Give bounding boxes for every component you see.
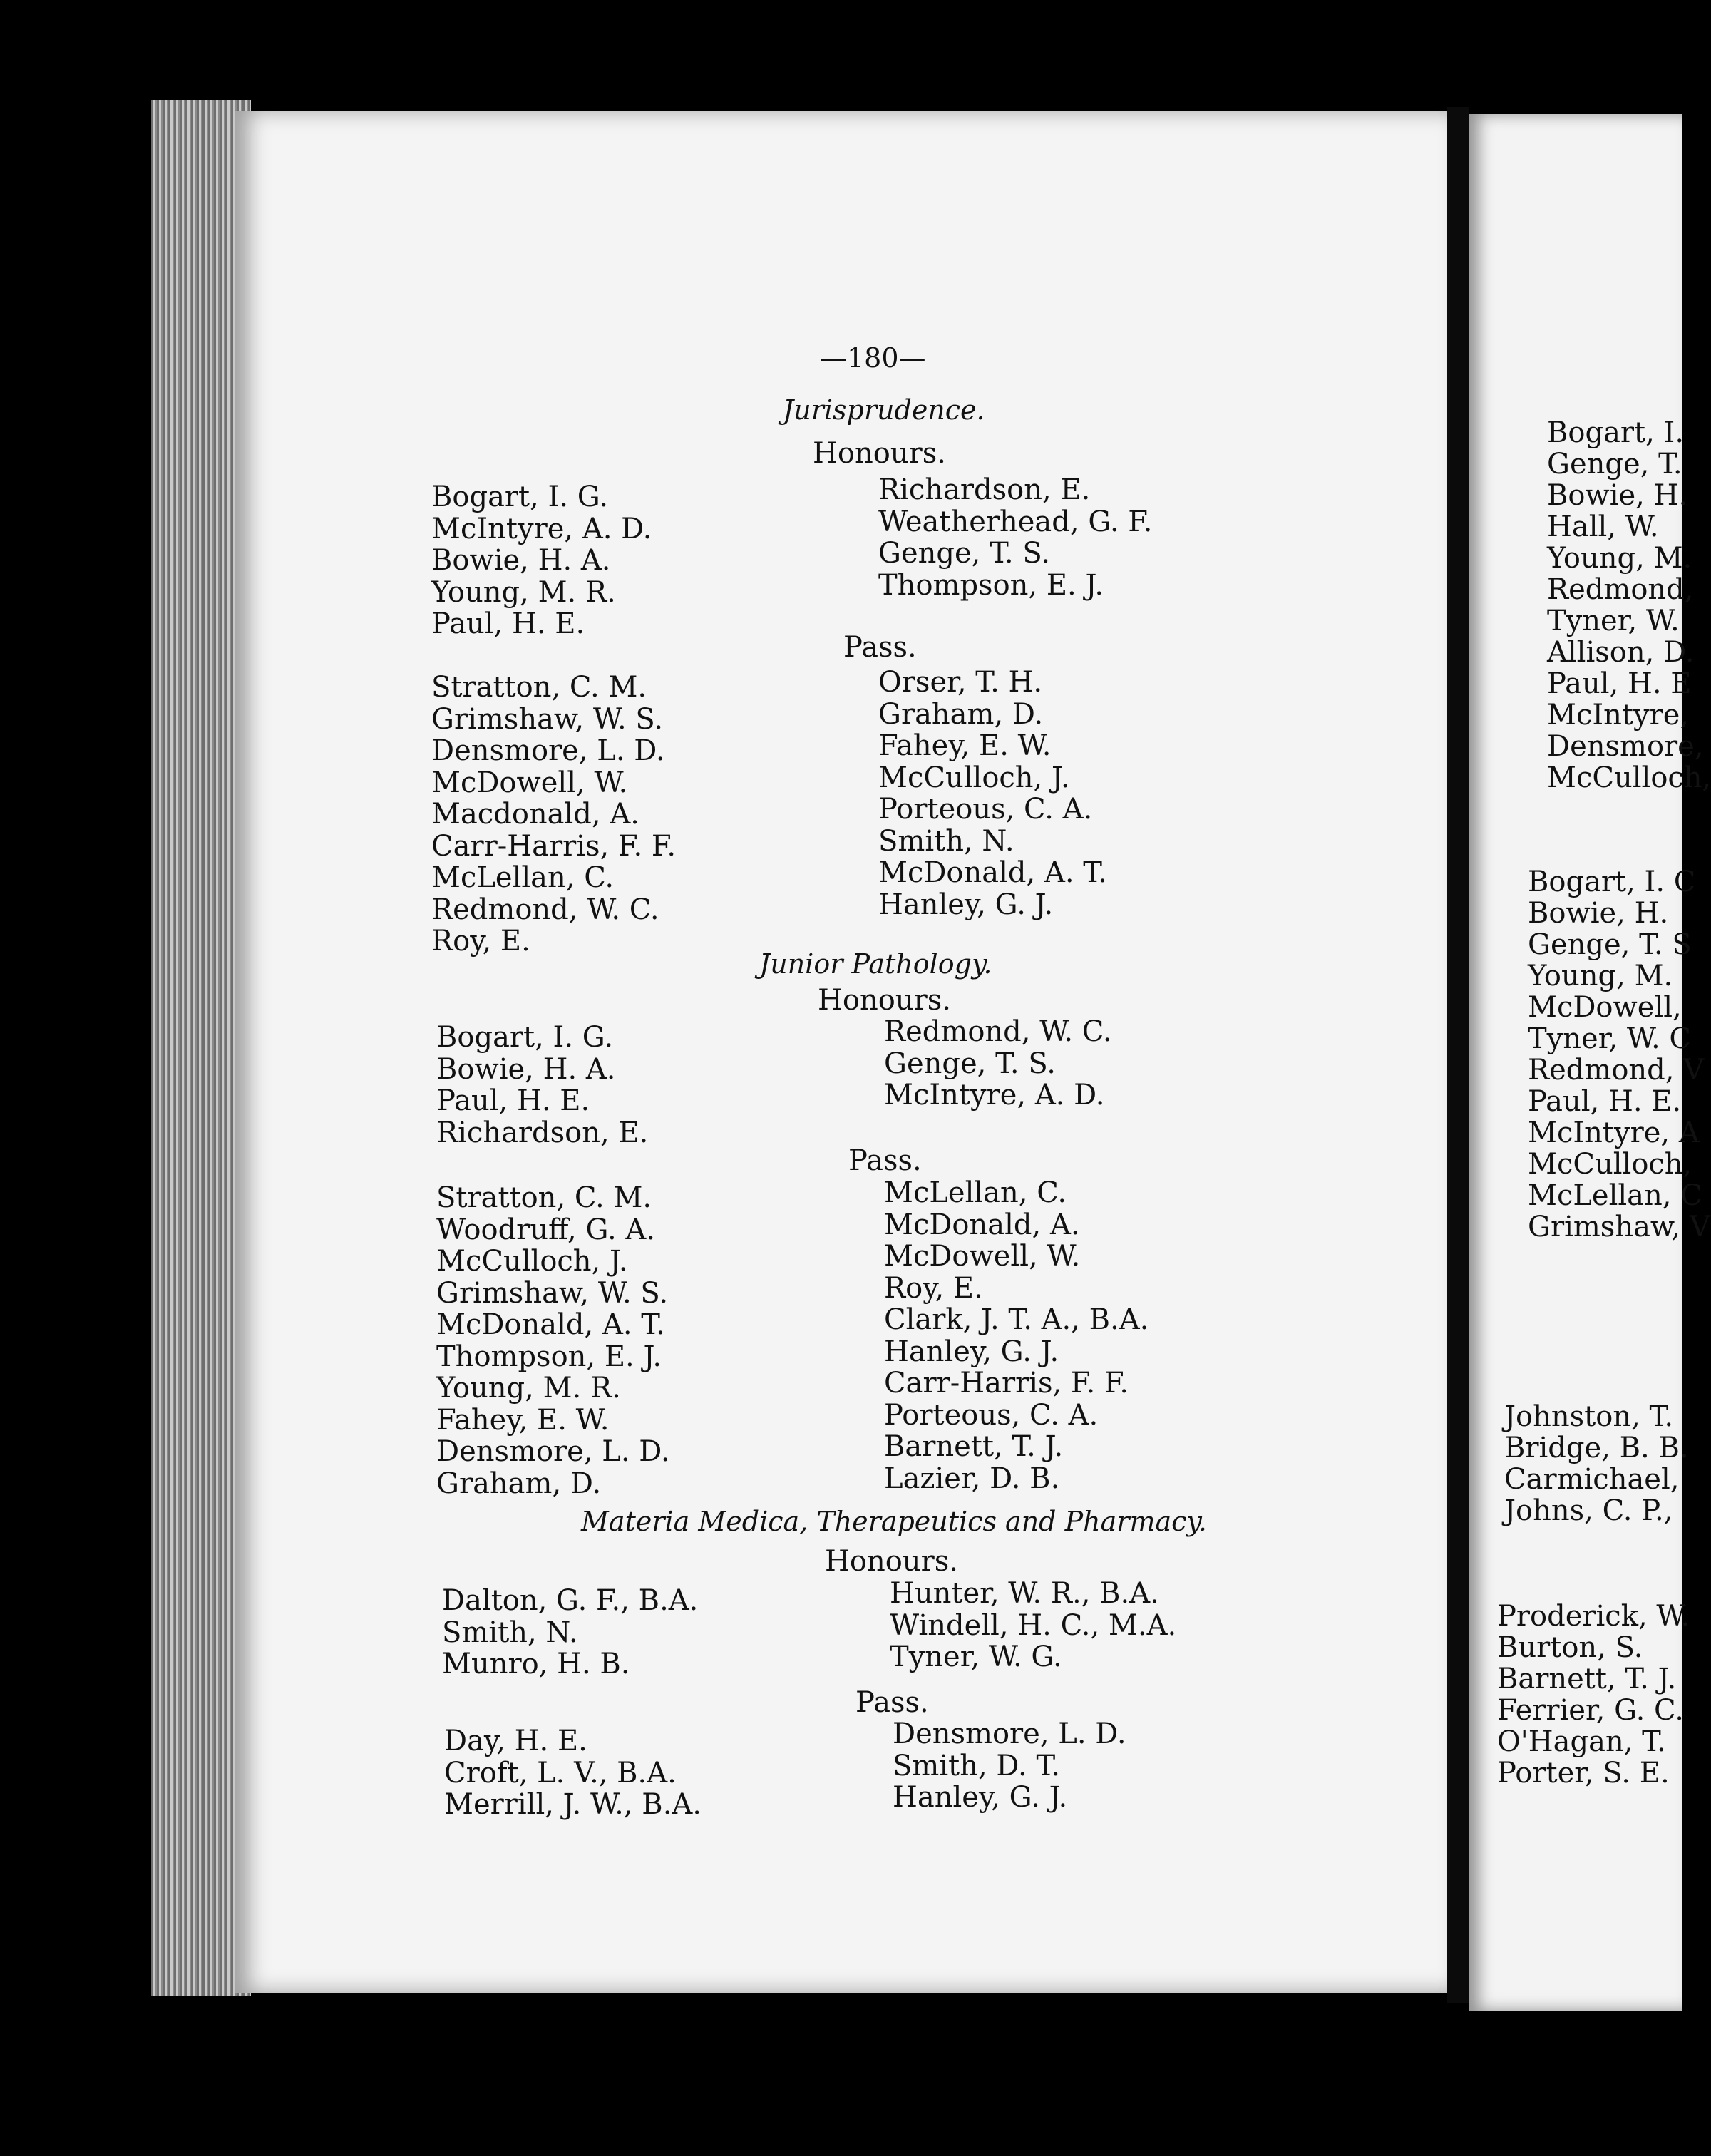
list-item: Allison, D. [1547, 636, 1695, 669]
page-number: —180— [820, 342, 926, 374]
list-item: McIntyre, A. D. [431, 512, 652, 545]
list-item: Paul, H. E. [431, 607, 585, 640]
materia-honours-right-list [890, 1578, 1176, 1673]
list-item: Roy, E. [431, 925, 530, 958]
list-item: Johnston, T. [1504, 1400, 1674, 1433]
list-item: Hall, W. [1547, 510, 1659, 543]
list-item: Bowie, H. [1547, 479, 1688, 512]
list-item: Macdonald, A. [431, 798, 639, 831]
list-item: O'Hagan, T. [1497, 1725, 1666, 1758]
list-item: Redmond, W. C. [884, 1015, 1112, 1048]
list-item: Bogart, I. G. [431, 481, 609, 513]
list-item: McDonald, A. [884, 1208, 1080, 1241]
list-item: Smith, N. [878, 824, 1014, 858]
materia-pass-label: Pass. [856, 1686, 929, 1719]
list-item: Croft, L. V., B.A. [444, 1756, 677, 1790]
facing-page [1469, 114, 1711, 2011]
list-item: McLellan, C. [431, 861, 615, 894]
list-item: Genge, T. S. [884, 1047, 1057, 1080]
list-item: Barnett, T. J. [1497, 1663, 1677, 1695]
list-item: Ferrier, G. C. [1497, 1694, 1684, 1727]
list-item: Redmond, [1547, 573, 1694, 606]
list-item: Young, M. R. [431, 575, 616, 609]
pathology-pass-right-list [884, 1177, 1149, 1494]
list-item: Windell, H. C., M.A. [890, 1608, 1177, 1642]
list-item: McCulloch, J. [436, 1245, 628, 1278]
list-item: Grimshaw, W. S. [431, 702, 664, 736]
list-item: McDowell, W. [431, 766, 628, 799]
list-item: Stratton, C. M. [431, 671, 647, 704]
list-item: Tyner, W. [1547, 605, 1680, 637]
book-gutter [1447, 107, 1469, 2003]
list-item: Dalton, G. F., B.A. [442, 1584, 699, 1617]
list-item: Young, M. [1528, 960, 1673, 992]
list-item: McDonald, A. T. [436, 1308, 665, 1341]
list-item: Grimshaw, W. S. [436, 1276, 669, 1310]
list-item: Redmond, V [1528, 1054, 1705, 1087]
list-item: Porteous, C. A. [878, 793, 1093, 826]
list-item: Day, H. E. [444, 1725, 587, 1757]
list-item: Bowie, H. A. [431, 544, 611, 577]
jurisprudence-pass-left-list [431, 672, 676, 958]
list-item: Thompson, E. J. [878, 568, 1104, 602]
list-item: Young, M. [1547, 542, 1692, 575]
materia-pass-right-list [893, 1718, 1126, 1814]
list-item: Paul, H. E. [1528, 1085, 1682, 1118]
list-item: Carr-Harris, F. F. [431, 829, 677, 863]
list-item: McIntyre, A [1528, 1116, 1700, 1149]
list-item: Thompson, E. J. [436, 1340, 662, 1373]
jurisprudence-pass-right-list [878, 667, 1107, 920]
pathology-honours-right-list [884, 1016, 1112, 1112]
list-item: Carmichael, [1504, 1463, 1680, 1496]
list-item: Fahey, E. W. [878, 729, 1052, 762]
section-title-materia-medica: Materia Medica, Therapeutics and Pharmacy. [581, 1506, 1207, 1537]
materia-pass-left-list [444, 1725, 702, 1821]
pathology-honours-label: Honours. [818, 984, 951, 1017]
list-item: Hunter, W. R., B.A. [890, 1577, 1159, 1610]
list-item: McCulloch, J. [878, 761, 1070, 794]
facing-block-1 [1547, 417, 1711, 794]
list-item: Grimshaw, V [1528, 1211, 1710, 1243]
pathology-honours-left-list [436, 1022, 648, 1149]
list-item: Richardson, E. [878, 473, 1091, 506]
list-item: McDonald, A. T. [878, 856, 1107, 889]
facing-block-2 [1528, 866, 1710, 1243]
list-item: Hanley, G. J. [884, 1335, 1059, 1368]
list-item: Burton, S. [1497, 1631, 1643, 1664]
list-item: Porter, S. E. [1497, 1757, 1670, 1790]
section-title-junior-pathology: Junior Pathology. [759, 948, 992, 980]
list-item: Paul, H. E [1547, 667, 1692, 700]
list-item: Densmore, [1547, 730, 1704, 763]
list-item: Lazier, D. B. [884, 1462, 1060, 1495]
list-item: Smith, D. T. [893, 1749, 1060, 1782]
list-item: Tyner, W. G. [890, 1641, 1062, 1673]
facing-block-3 [1504, 1401, 1689, 1526]
list-item: Graham, D. [878, 697, 1044, 731]
list-item: Bowie, H. A. [436, 1052, 616, 1086]
list-item: Paul, H. E. [436, 1084, 590, 1117]
list-item: Tyner, W. C [1528, 1022, 1692, 1055]
list-item: McIntyre, [1547, 699, 1690, 732]
pathology-pass-label: Pass. [848, 1144, 922, 1177]
list-item: McDowell, [1528, 991, 1682, 1024]
list-item: Johns, C. P., [1504, 1494, 1673, 1527]
list-item: Densmore, L. D. [893, 1718, 1126, 1750]
list-item: Genge, T. S [1528, 928, 1692, 961]
list-item: Smith, N. [442, 1616, 578, 1649]
list-item: Graham, D. [436, 1467, 602, 1500]
list-item: McDowell, W. [884, 1240, 1081, 1273]
materia-honours-label: Honours. [825, 1545, 958, 1578]
list-item: Orser, T. H. [878, 666, 1043, 699]
list-item: Bowie, H. [1528, 897, 1669, 930]
list-item: Weatherhead, G. F. [878, 505, 1153, 538]
jurisprudence-honours-label: Honours. [813, 437, 946, 470]
list-item: McIntyre, A. D. [884, 1079, 1105, 1112]
list-item: Merrill, J. W., B.A. [444, 1788, 702, 1821]
list-item: Bogart, I. G. [436, 1021, 614, 1054]
list-item: McCulloch, [1547, 761, 1711, 794]
list-item: Redmond, W. C. [431, 893, 659, 926]
list-item: Woodruff, G. A. [436, 1213, 656, 1246]
list-item: Hanley, G. J. [878, 888, 1054, 921]
list-item: Carr-Harris, F. F. [884, 1367, 1129, 1400]
list-item: Barnett, T. J. [884, 1430, 1064, 1463]
list-item: Stratton, C. M. [436, 1181, 652, 1214]
left-page [235, 111, 1447, 1993]
list-item: McCulloch, [1528, 1148, 1692, 1181]
jurisprudence-honours-right-list [878, 474, 1153, 601]
section-title-jurisprudence: Jurisprudence. [783, 394, 985, 426]
materia-honours-left-list [442, 1585, 698, 1680]
list-item: Densmore, L. D. [436, 1435, 670, 1468]
facing-block-4 [1497, 1601, 1690, 1789]
jurisprudence-pass-label: Pass. [843, 631, 917, 664]
list-item: Bogart, I. C [1528, 866, 1696, 898]
list-item: Munro, H. B. [442, 1648, 630, 1680]
list-item: Clark, J. T. A., B.A. [884, 1303, 1149, 1336]
list-item: Hanley, G. J. [893, 1781, 1068, 1814]
jurisprudence-honours-left-list [431, 481, 652, 640]
list-item: McLellan, C [1528, 1179, 1702, 1212]
list-item: Richardson, E. [436, 1116, 649, 1149]
list-item: Bogart, I. [1547, 416, 1685, 449]
pathology-pass-left-list [436, 1182, 670, 1499]
list-item: Roy, E. [884, 1271, 983, 1305]
list-item: Bridge, B. B. [1504, 1432, 1689, 1464]
list-item: Genge, T. S. [878, 537, 1051, 570]
list-item: Young, M. R. [436, 1372, 621, 1405]
list-item: Genge, T. [1547, 448, 1682, 481]
list-item: Proderick, W. [1497, 1600, 1690, 1633]
list-item: McLellan, C. [884, 1176, 1067, 1209]
list-item: Porteous, C. A. [884, 1398, 1099, 1432]
list-item: Fahey, E. W. [436, 1403, 610, 1437]
list-item: Densmore, L. D. [431, 734, 665, 767]
